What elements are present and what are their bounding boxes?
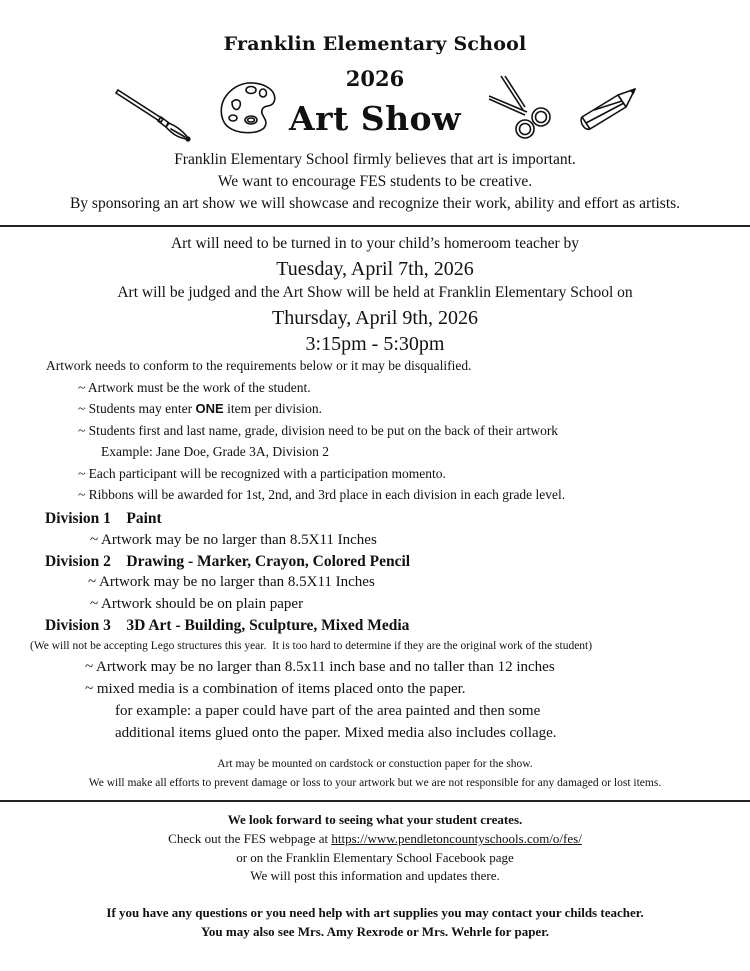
emphasis-one: ONE <box>195 401 224 416</box>
division-3-rule: ~ Artwork may be no larger than 8.5x11 inch base and no taller than 12 inches <box>85 659 555 675</box>
turn-in-text: Art will need to be turned in to your child’s homeroom teacher by <box>170 235 580 252</box>
pencil-icon <box>578 85 638 133</box>
requirements-intro: Artwork needs to conform to the requirements below or it may be disqualified. <box>46 358 472 373</box>
divider <box>0 225 750 227</box>
palette-icon <box>218 80 280 136</box>
turn-in-date: Tuesday, April 7th, 2026 <box>276 258 474 280</box>
footer-headline: We look forward to seeing what your student creates. <box>227 812 523 827</box>
division-1-rule: ~ Artwork may be no larger than 8.5X11 Inches <box>90 532 377 548</box>
contact-line: If you have any questions or you need help with art supplies you may contact your childs teacher. <box>106 905 644 920</box>
requirement-item: ~ Each participant will be recognized with a participation momento. <box>78 465 446 481</box>
division-2-rule: ~ Artwork may be no larger than 8.5X11 Inches <box>88 574 375 590</box>
requirements-list <box>46 355 565 506</box>
division-3-example: for example: a paper could have part of the area painted and then some <box>115 703 541 719</box>
facebook-line: or on the Franklin Elementary School Facebook page <box>236 850 514 865</box>
school-name: Franklin Elementary School <box>223 33 527 55</box>
division-2-heading: Division 2 Drawing - Marker, Crayon, Colored Pencil <box>45 553 411 570</box>
show-date: Thursday, April 9th, 2026 <box>272 307 478 329</box>
intro-line: We want to encourage FES students to be creative. <box>217 173 533 190</box>
paintbrush-icon <box>115 85 195 145</box>
requirement-example: Example: Jane Doe, Grade 3A, Division 2 <box>101 444 329 459</box>
mounting-note: Art may be mounted on cardstock or constuction paper for the show. <box>217 758 533 770</box>
intro-line: Franklin Elementary School firmly believes that art is important. <box>174 151 576 168</box>
show-text: Art will be judged and the Art Show will be held at Franklin Elementary School on <box>117 284 633 301</box>
page-title: Art Show <box>289 99 461 138</box>
division-3-heading: Division 3 3D Art - Building, Sculpture, Mixed Media <box>45 617 410 634</box>
requirement-item: ~ Students first and last name, grade, division need to be put on the back of their artwork <box>78 422 559 438</box>
requirement-item: ~ Students may enter ONE item per division. <box>78 401 322 416</box>
requirement-item: ~ Artwork must be the work of the student. <box>78 379 311 395</box>
intro-block <box>0 149 750 215</box>
paper-contact-line: You may also see Mrs. Amy Rexrode or Mrs. Wehrle for paper. <box>200 924 550 939</box>
scissors-icon <box>487 74 555 140</box>
divider <box>0 800 750 802</box>
division-3-note: (We will not be accepting Lego structures this year. It is too hard to determine if they are the original work of the student) <box>30 640 593 652</box>
updates-line: We will post this information and updates there. <box>250 868 500 883</box>
show-time: 3:15pm - 5:30pm <box>305 333 445 355</box>
webpage-line <box>0 831 750 847</box>
division-3-example: additional items glued onto the paper. Mixed media also includes collage. <box>115 725 557 741</box>
webpage-prefix: Check out the FES webpage at <box>168 831 329 846</box>
requirement-item: ~ Ribbons will be awarded for 1st, 2nd, and 3rd place in each division in each grade level. <box>78 487 566 502</box>
liability-note: We will make all efforts to prevent damage or loss to your artwork but we are not responsible for any damaged or lost items. <box>88 777 662 789</box>
intro-line: By sponsoring an art show we will showcase and recognize their work, ability and effort as artists. <box>69 195 681 212</box>
division-2-rule: ~ Artwork should be on plain paper <box>90 596 304 612</box>
division-1-heading: Division 1 Paint <box>45 510 162 527</box>
division-3-rule: ~ mixed media is a combination of items placed onto the paper. <box>85 681 466 697</box>
event-year: 2026 <box>345 66 405 91</box>
webpage-link[interactable]: https://www.pendletoncountyschools.com/o/fes/ <box>331 831 582 846</box>
